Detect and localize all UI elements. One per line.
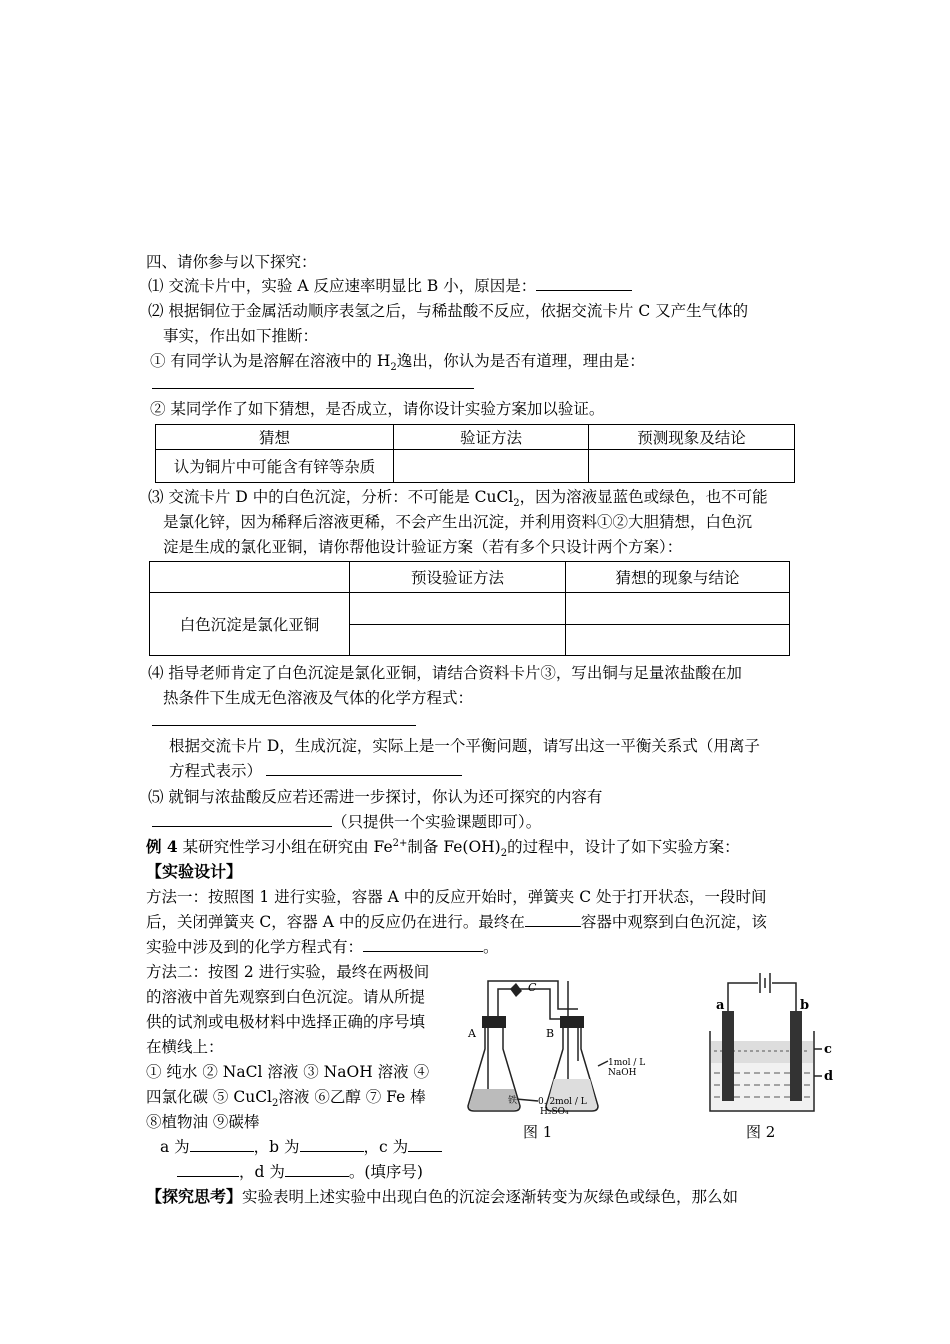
table1-header-prediction: 预测现象及结论 bbox=[589, 425, 795, 450]
table1-header-method: 验证方法 bbox=[394, 425, 589, 450]
question-2-item-1 bbox=[150, 350, 645, 372]
stopper-a bbox=[482, 1016, 506, 1028]
table2-cell-method-1[interactable] bbox=[350, 593, 566, 625]
think-heading: 【探究思考】 bbox=[146, 1187, 243, 1206]
table2-row-label: 白色沉淀是氯化亚铜 bbox=[150, 593, 350, 656]
question-4-line-2: 热条件下生成无色溶液及气体的化学方程式： bbox=[163, 689, 474, 707]
layer-label-d: d bbox=[824, 1069, 834, 1084]
think-paragraph bbox=[146, 1186, 738, 1208]
fill-in-line-1 bbox=[160, 1136, 442, 1158]
fill-c-label: ，c 为 bbox=[363, 1138, 409, 1156]
question-2-line-1: ⑵ 根据铜位于金属活动顺序表氢之后，与稀盐酸不反应，依据交流卡片 C 又产生气体的 bbox=[148, 302, 749, 320]
table2-cell-method-2[interactable] bbox=[350, 625, 566, 656]
q3-text-b: ，因为溶液显蓝色或绿色，也不可能 bbox=[519, 488, 768, 506]
answer-blank-c-part1[interactable] bbox=[408, 1136, 442, 1152]
cucl2-subscript: 2 bbox=[513, 498, 520, 510]
answer-blank-a[interactable] bbox=[190, 1136, 254, 1152]
verification-table bbox=[149, 561, 790, 656]
label-b: B bbox=[546, 1027, 555, 1040]
cucl2-subscript-2: 2 bbox=[272, 1098, 279, 1110]
table1-cell-prediction[interactable] bbox=[589, 450, 795, 483]
figure-1-apparatus bbox=[458, 961, 666, 1146]
table2-header-method: 预设验证方法 bbox=[350, 562, 566, 593]
options-2-text-a: 四氯化碳 ⑤ CuCl bbox=[146, 1088, 273, 1106]
table2-cell-result-2[interactable] bbox=[566, 625, 790, 656]
figure-2-caption: 图 2 bbox=[746, 1123, 776, 1141]
method-2-options-3: ⑧植物油 ⑨碳棒 bbox=[146, 1113, 260, 1131]
figure-1-caption: 图 1 bbox=[523, 1123, 553, 1141]
q3-text-a: ⑶ 交流卡片 D 中的白色沉淀，分析：不可能是 CuCl bbox=[148, 488, 514, 506]
m1-line3-end: 。 bbox=[483, 938, 499, 956]
example-4-text-b: 制备 Fe(OH) bbox=[407, 838, 501, 856]
answer-blank-equations[interactable] bbox=[363, 936, 483, 952]
fill-a-label: a 为 bbox=[160, 1138, 190, 1156]
m1-line3-text: 实验中涉及到的化学方程式有： bbox=[146, 938, 364, 956]
table1-cell-hypothesis: 认为铜片中可能含有锌等杂质 bbox=[156, 450, 394, 483]
method-1-line-1: 方法一：按照图 1 进行实验，容器 A 中的反应开始时，弹簧夹 C 处于打开状态，一段时间 bbox=[146, 888, 767, 906]
method-2-line-4: 在横线上： bbox=[146, 1038, 224, 1056]
answer-line-q2-1[interactable] bbox=[152, 388, 474, 389]
method-2-options-1: ① 纯水 ② NaCl 溶液 ③ NaOH 溶液 ④ bbox=[146, 1063, 430, 1081]
question-4-line-3: 根据交流卡片 D，生成沉淀，实际上是一个平衡问题，请写出这一平衡关系式（用离子 bbox=[169, 737, 760, 755]
label-naoh: NaOH bbox=[608, 1068, 637, 1078]
answer-blank-c-part2[interactable] bbox=[177, 1161, 239, 1177]
answer-blank-d[interactable] bbox=[285, 1161, 349, 1177]
answer-blank-container[interactable] bbox=[525, 911, 581, 927]
layer-label-c: c bbox=[824, 1042, 832, 1057]
q4-line4-text: 方程式表示） bbox=[169, 762, 263, 780]
q5-line2-text: （只提供一个实验课题即可）。 bbox=[332, 813, 542, 831]
example-4-text-c: 的过程中，设计了如下实验方案： bbox=[507, 838, 740, 856]
options-2-text-b: 溶液 ⑥乙醇 ⑦ Fe 棒 bbox=[278, 1088, 426, 1106]
electrode-label-a: a bbox=[716, 998, 725, 1013]
fill-in-line-2 bbox=[177, 1161, 423, 1183]
question-1 bbox=[148, 275, 632, 297]
question-2-item-2: ② 某同学作了如下猜想，是否成立，请你设计实验方案加以验证。 bbox=[150, 400, 605, 418]
question-3-line-3: 淀是生成的氯化亚铜，请你帮他设计验证方案（若有多个只设计两个方案）： bbox=[163, 538, 683, 556]
question-5-line-2 bbox=[152, 811, 541, 833]
label-acid: H₂SO₄ bbox=[540, 1107, 569, 1117]
method-2-line-2: 的溶液中首先观察到白色沉淀。请从所提 bbox=[146, 988, 426, 1006]
m1-line2-text-a: 后，关闭弹簧夹 C，容器 A 中的反应仍在进行。最终在 bbox=[146, 913, 525, 931]
question-1-text: ⑴ 交流卡片中，实验 A 反应速率明显比 B 小，原因是： bbox=[148, 277, 537, 295]
electrode-label-b: b bbox=[800, 998, 810, 1013]
answer-blank-q1[interactable] bbox=[536, 275, 632, 291]
fill-end-text: 。(填序号) bbox=[348, 1163, 423, 1181]
h2-subscript: 2 bbox=[390, 362, 397, 374]
answer-blank-b[interactable] bbox=[300, 1136, 364, 1152]
table1-header-hypothesis: 猜想 bbox=[156, 425, 394, 450]
answer-line-q4-equation[interactable] bbox=[152, 725, 416, 726]
method-2-line-1: 方法二：按图 2 进行实验，最终在两极间 bbox=[146, 963, 430, 981]
question-3-line-2: 是氯化锌，因为稀释后溶液更稀，不会产生出沉淀，并利用资料①②大胆猜想，白色沉 bbox=[163, 513, 753, 531]
section-heading: 四、请你参与以下探究： bbox=[146, 253, 317, 271]
item-1-text-a: ① 有同学认为是溶解在溶液中的 H bbox=[150, 352, 391, 370]
m1-line2-text-b: 容器中观察到白色沉淀，该 bbox=[580, 913, 767, 931]
method-2-options-2 bbox=[146, 1086, 426, 1108]
answer-blank-q5[interactable] bbox=[152, 811, 332, 827]
electrode-a bbox=[722, 1011, 734, 1101]
think-text: 实验表明上述实验中出现白色的沉淀会逐渐转变为灰绿色或绿色，那么如 bbox=[242, 1188, 739, 1206]
table2-header-result: 猜想的现象与结论 bbox=[566, 562, 790, 593]
hypothesis-table bbox=[155, 424, 795, 483]
fill-d-label: ，d 为 bbox=[239, 1163, 285, 1181]
fe-charge-superscript: 2+ bbox=[392, 837, 408, 849]
example-4-intro bbox=[146, 836, 740, 858]
label-iron: 铁 bbox=[508, 1096, 518, 1106]
design-heading: 【实验设计】 bbox=[146, 862, 243, 881]
item-1-text-b: 逸出，你认为是否有道理，理由是： bbox=[396, 352, 645, 370]
example-4-label: 例 4 bbox=[146, 837, 178, 856]
electrode-b bbox=[790, 1011, 802, 1101]
question-5-line-1: ⑸ 就铜与浓盐酸反应若还需进一步探讨，你认为还可探究的内容有 bbox=[148, 788, 603, 806]
table1-cell-method[interactable] bbox=[394, 450, 589, 483]
label-c: C bbox=[528, 981, 537, 994]
answer-blank-q4-ionic[interactable] bbox=[266, 760, 462, 776]
figure-2-electrolysis bbox=[700, 961, 840, 1146]
label-acid-conc: 0. 2mol / L bbox=[538, 1097, 587, 1107]
table2-cell-result-1[interactable] bbox=[566, 593, 790, 625]
example-4-text-a: 某研究性学习小组在研究由 Fe bbox=[182, 838, 393, 856]
method-2-line-3: 供的试剂或电极材料中选择正确的序号填 bbox=[146, 1013, 426, 1031]
method-1-line-2 bbox=[146, 911, 767, 933]
question-4-line-1: ⑷ 指导老师肯定了白色沉淀是氯化亚铜，请结合资料卡片③，写出铜与足量浓盐酸在加 bbox=[148, 664, 742, 682]
label-a: A bbox=[468, 1027, 476, 1040]
question-3-line-1 bbox=[148, 486, 768, 508]
table2-header-empty bbox=[150, 562, 350, 593]
method-1-line-3 bbox=[146, 936, 499, 958]
oh-subscript: 2 bbox=[500, 848, 508, 860]
fill-b-label: ，b 为 bbox=[253, 1138, 300, 1156]
question-4-line-4 bbox=[169, 760, 462, 782]
question-2-line-2: 事实，作出如下推断： bbox=[163, 327, 319, 345]
label-naoh-conc: 1mol / L bbox=[608, 1058, 646, 1068]
stopper-b bbox=[560, 1016, 584, 1028]
